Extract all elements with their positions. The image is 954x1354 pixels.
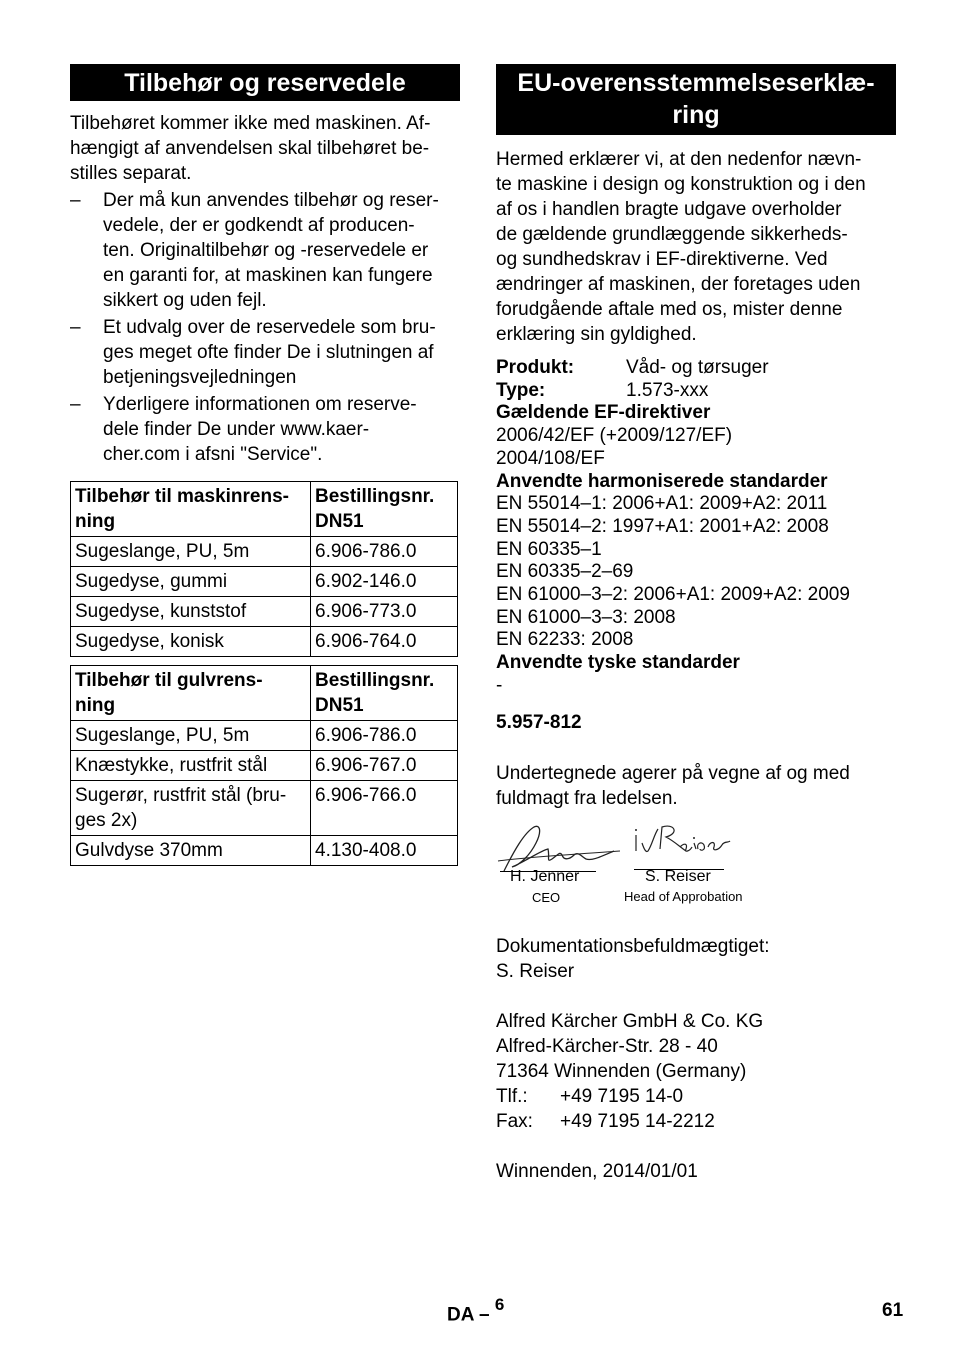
table-row: Gulvdyse 370mm 4.130-408.0 — [71, 836, 458, 866]
product-row: Produkt: Våd- og tørsuger — [496, 357, 769, 378]
bullet-list — [70, 188, 460, 467]
list-item: – Der må kun anvendes tilbehør og reser- vedele, der er godkendt af producen- ten. Originaltilbehør og -reservedele er en garanti for, at maskinen kan fungere sikkert og uden fejl. — [70, 190, 439, 311]
directives-title: Gældende EF-direktiver — [496, 402, 711, 424]
table-row: Sugeslange, PU, 5m 6.906-786.0 — [71, 721, 458, 751]
german-standards-title: Anvendte tyske standarder — [496, 652, 740, 674]
table-row: Sugedyse, gummi 6.902-146.0 — [71, 567, 458, 597]
signatures — [496, 821, 896, 921]
place-and-date: Winnenden, 2014/01/01 — [496, 1160, 698, 1182]
table-row: Sugeslange, PU, 5m 6.906-786.0 — [71, 537, 458, 567]
signer1-name: H. Jenner — [510, 867, 580, 885]
eu-declaration-section — [496, 64, 896, 1184]
list-item: – Et udvalg over de reservedele som bru- ges meget ofte finder De i slutningen af betjeningsvejledningen — [70, 317, 436, 388]
table-row: Sugedyse, konisk 6.906-764.0 — [71, 627, 458, 657]
signed-on-behalf-text: Undertegnede agerer på vegne af og med fuldmagt fra ledelsen. — [496, 762, 850, 809]
signer2-name: S. Reiser — [645, 867, 711, 885]
floor-cleaning-accessories-table — [70, 665, 458, 866]
section-heading: Tilbehør og reservedele — [70, 64, 460, 101]
column-header-order-no: Bestillingsnr. DN51 — [311, 482, 458, 537]
company-address: Alfred Kärcher GmbH & Co. KG Alfred-Kärcher-Str. 28 - 40 71364 Winnenden (Germany) Tlf.: +49 7195 14-0 Fax: +49 7195 14-2212 — [496, 1010, 764, 1132]
column-header-accessory: Tilbehør til gulvrens- ning — [71, 666, 311, 721]
table-header-row — [71, 666, 458, 721]
section-heading: EU-overensstemmelseserklæ- ring — [496, 64, 896, 135]
table-row: Sugedyse, kunststof 6.906-773.0 — [71, 597, 458, 627]
footer-section-page: DA – $^6$ — [447, 1295, 505, 1326]
type-row: Type: 1.573-xxx — [496, 379, 709, 401]
table-row: Knæstykke, rustfrit stål 6.906-767.0 — [71, 751, 458, 781]
harmonised-title: Anvendte harmoniserede standarder — [496, 470, 828, 492]
signer1-role: CEO — [532, 889, 561, 905]
column-header-order-no: Bestillingsnr. DN51 — [311, 666, 458, 721]
signature-reiser — [630, 821, 740, 865]
page-number: 61 — [882, 1300, 904, 1321]
documentation-representative: Dokumentationsbefuldmægtiget: S. Reiser — [496, 935, 770, 982]
list-item: – Yderligere informationen om reserve- dele finder De under www.kaer- cher.com i afsni "Service". — [70, 394, 417, 465]
table-row: Sugerør, rustfrit stål (bru- ges 2x) 6.906-766.0 — [71, 781, 458, 836]
declaration-text: Hermed erklærer vi, at den nedenfor nævn- te maskine i design og konstruktion og i den af os i handlen bragte udgave overholder de gældende grundlæggende sikkerheds- og sundhedskrav i EF-direktiverne. Ved ændringer af maskinen, der foretages uden forudgående aftale med os, mister denne erklæring sin gyldighed. — [496, 149, 866, 345]
part-number: 5.957-812 — [496, 711, 582, 733]
intro-text: Tilbehøret kommer ikke med maskinen. Af- hængigt af anvendelsen skal tilbehøret be- stilles separat. — [70, 113, 431, 184]
column-header-accessory: Tilbehør til maskinrens- ning — [71, 482, 311, 537]
table-header-row — [71, 482, 458, 537]
machine-cleaning-accessories-table — [70, 481, 458, 657]
accessories-section — [70, 64, 460, 866]
product-specs: Produkt: Våd- og tørsuger Type: 1.573-xxx Gældende EF-direktiver 2006/42/EF (+2009/127/EF) 2004/108/EF Anvendte harmoniserede standarder EN 55014–1: 2006+A1: 2009+A2: 2011 EN 55014–2: 1997+A1: 2001+A2: 2008 EN 60335–1 EN 60335–2–69 EN 61000–3–2: 2006+A1: 2009+A2: 2009 EN 61000–3–3: 2008 EN 62233: 2008 Anvendte tyske standarder - — [496, 357, 896, 698]
signer2-role: Head of Approbation — [624, 888, 743, 904]
